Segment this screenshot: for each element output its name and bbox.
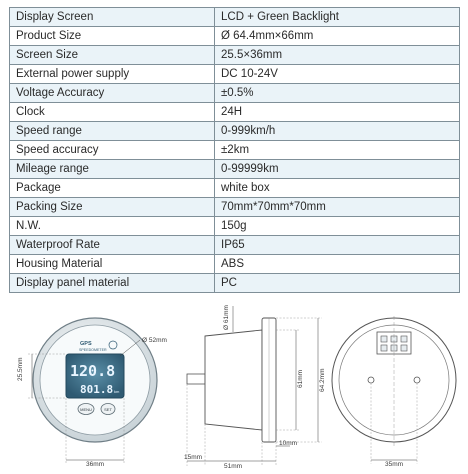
back-width-label: 35mm xyxy=(384,461,404,468)
spec-value: Ø 64.4mm×66mm xyxy=(215,27,460,46)
spec-row xyxy=(10,65,460,84)
rear-stud xyxy=(187,374,205,384)
mount-hole-right xyxy=(414,377,420,383)
spec-value: IP65 xyxy=(215,236,460,255)
spec-row xyxy=(10,198,460,217)
spec-row xyxy=(10,27,460,46)
spec-row xyxy=(10,160,460,179)
spec-label: Voltage Accuracy xyxy=(10,84,215,103)
front-width-label: 36mm xyxy=(85,461,105,468)
side-rear-label: 15mm xyxy=(184,454,203,461)
spec-value: 0-99999km xyxy=(215,160,460,179)
back-view xyxy=(332,316,456,468)
spec-label: Housing Material xyxy=(10,255,215,274)
spec-row xyxy=(10,217,460,236)
spec-value: 150g xyxy=(215,217,460,236)
side-depth-label: 51mm xyxy=(223,463,243,470)
side-inner-label: Ø 61mm xyxy=(223,305,230,330)
spec-row xyxy=(10,122,460,141)
front-diameter-label: Ø 52mm xyxy=(142,337,167,344)
dimension-drawing xyxy=(0,296,468,474)
spec-label: Screen Size xyxy=(10,46,215,65)
spec-label: Mileage range xyxy=(10,160,215,179)
spec-value: ±2km xyxy=(215,141,460,160)
spec-label: Package xyxy=(10,179,215,198)
spec-label: Product Size xyxy=(10,27,215,46)
spec-row xyxy=(10,103,460,122)
lcd-unit: km xyxy=(114,389,120,394)
spec-label: N.W. xyxy=(10,217,215,236)
spec-value: ±0.5% xyxy=(215,84,460,103)
spec-row xyxy=(10,46,460,65)
menu-button-label: MENU xyxy=(80,407,92,412)
spec-row xyxy=(10,141,460,160)
spec-value: PC xyxy=(215,274,460,293)
side-bezel-label: 10mm xyxy=(279,440,298,447)
side-total-height-label: 64.2mm xyxy=(319,368,326,392)
spec-label: Clock xyxy=(10,103,215,122)
lcd-speed: 120.8 xyxy=(70,362,116,380)
spec-value: 24H xyxy=(215,103,460,122)
side-body xyxy=(205,330,262,430)
side-view xyxy=(184,305,326,470)
spec-value: white box xyxy=(215,179,460,198)
lcd-odometer: 801.8 xyxy=(80,383,114,396)
spec-value: 0-999km/h xyxy=(215,122,460,141)
spec-row xyxy=(10,236,460,255)
spec-label: Packing Size xyxy=(10,198,215,217)
spec-value: LCD + Green Backlight xyxy=(215,8,460,27)
front-height-label: 25.5mm xyxy=(17,357,24,381)
spec-label: Speed accuracy xyxy=(10,141,215,160)
spec-label: Speed range xyxy=(10,122,215,141)
gauge-brand: GPS xyxy=(80,341,92,347)
spec-label: Waterproof Rate xyxy=(10,236,215,255)
spec-label: Display panel material xyxy=(10,274,215,293)
spec-value: ABS xyxy=(215,255,460,274)
side-body-label: 61mm xyxy=(297,369,304,388)
spec-value: DC 10-24V xyxy=(215,65,460,84)
front-view xyxy=(17,318,167,468)
spec-label: Display Screen xyxy=(10,8,215,27)
spec-table xyxy=(9,7,460,293)
set-button-label: SET xyxy=(104,407,112,412)
spec-row xyxy=(10,179,460,198)
spec-row xyxy=(10,255,460,274)
mount-hole-left xyxy=(368,377,374,383)
spec-value: 25.5×36mm xyxy=(215,46,460,65)
spec-label: External power supply xyxy=(10,65,215,84)
spec-value: 70mm*70mm*70mm xyxy=(215,198,460,217)
spec-row xyxy=(10,8,460,27)
spec-row xyxy=(10,274,460,293)
gauge-subtitle: SPEEDOMETER xyxy=(79,348,107,352)
spec-row xyxy=(10,84,460,103)
